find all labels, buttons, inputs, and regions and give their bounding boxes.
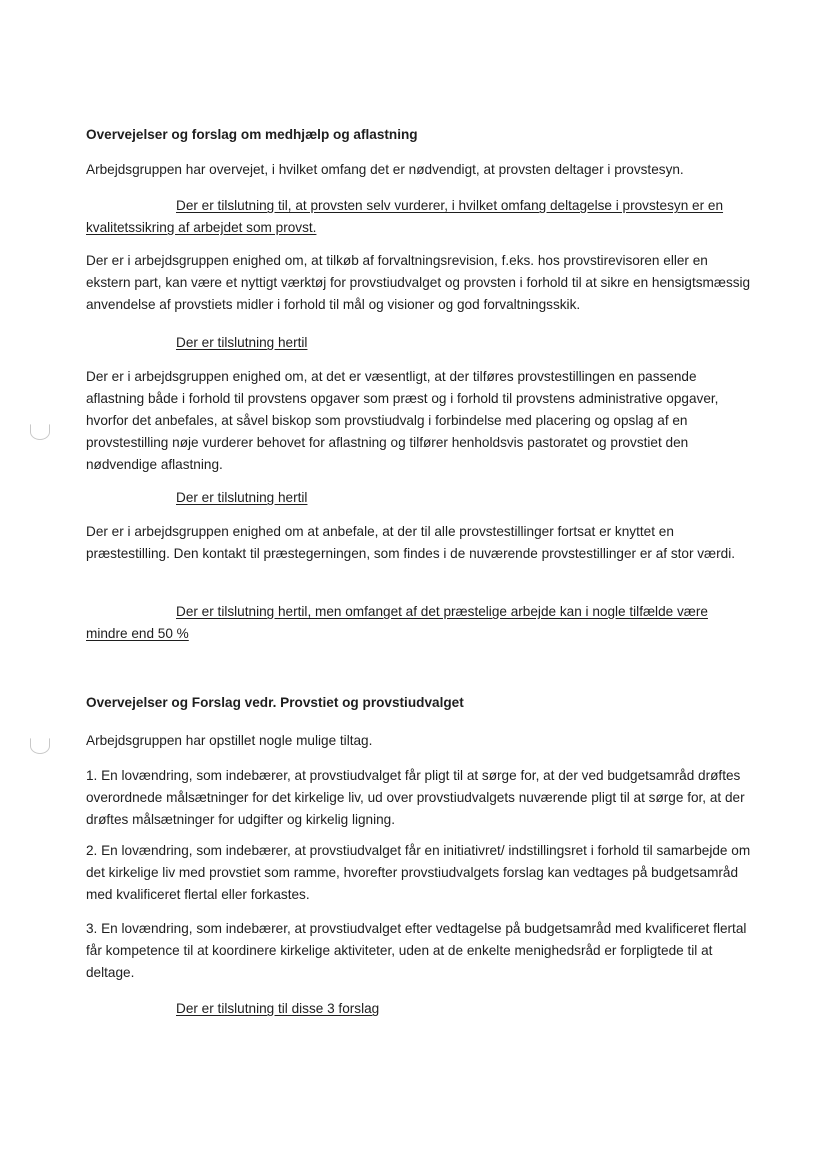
- approval-note: Der er tilslutning til, at provsten selv vurderer, i hvilket omfang deltagelse i provstesyn er en kvalitetssikring af arbejdet som provst.: [86, 198, 724, 235]
- punch-hole-mark: [30, 424, 50, 440]
- list-item: 1. En lovændring, som indebærer, at provstiudvalget får pligt til at sørge for, at der ved budgetsamråd drøftes overordnede målsætninger for det kirkelige liv, ud over provstiudvalgets nuværende pligt til at sørge for, at der drøftes målsætninger for udgifter og kirkelig ligning.: [86, 768, 745, 827]
- approval-note: Der er tilslutning hertil: [176, 490, 308, 505]
- paragraph: Arbejdsgruppen har opstillet nogle mulige tiltag.: [86, 733, 373, 748]
- section-heading: Overvejelser og Forslag vedr. Provstiet og provstiudvalget: [86, 695, 464, 710]
- section-heading: Overvejelser og forslag om medhjælp og aflastning: [86, 127, 418, 142]
- list-item: 3. En lovændring, som indebærer, at provstiudvalget efter vedtagelse på budgetsamråd med kvalificeret flertal får kompetence til at koordinere kirkelige aktiviteter, uden at de enkelte menighedsråd er forpligtede til at deltage.: [86, 921, 747, 980]
- paragraph: Der er i arbejdsgruppen enighed om, at tilkøb af forvaltningsrevision, f.eks. hos provstirevisoren eller en ekstern part, kan være et nyttigt værktøj for provstiudvalget og provsten i forhold til at sikre en hensigtsmæssig anvendelse af provstiets midler i forhold til mål og visioner og god forvaltningsskik.: [86, 253, 751, 312]
- approval-note: Der er tilslutning hertil: [176, 335, 308, 350]
- list-item: 2. En lovændring, som indebærer, at provstiudvalget får en initiativret/ indstillingsret i forhold til samarbejde om det kirkelige liv med provstiet som ramme, hvorefter provstiudvalgets forslag kan vedtages på budgetsamråd med kvalificeret flertal eller forkastes.: [86, 843, 751, 902]
- punch-hole-mark: [30, 738, 50, 754]
- paragraph: Der er i arbejdsgruppen enighed om, at det er væsentligt, at der tilføres provstestillingen en passende aflastning både i forhold til provstens opgaver som præst og i forhold til provstens administrative opgaver, hvorfor det anbefales, at såvel biskop som provstiudvalg i forbindelse med placering og opslag af en provstestilling nøje vurderer behovet for aflastning og tilfører henholdsvis pastoratet og provstiet den nødvendige aflastning.: [86, 369, 719, 472]
- approval-note: Der er tilslutning hertil, men omfanget af det præstelige arbejde kan i nogle tilfælde være mindre end 50 %: [86, 604, 708, 641]
- paragraph: Der er i arbejdsgruppen enighed om at anbefale, at der til alle provstestillinger fortsat er knyttet en præstestilling. Den kontakt til præstegerningen, som findes i de nuværende provstestillinger er af stor værdi.: [86, 524, 736, 561]
- paragraph: Arbejdsgruppen har overvejet, i hvilket omfang det er nødvendigt, at provsten deltager i provstesyn.: [86, 162, 684, 177]
- approval-note: Der er tilslutning til disse 3 forslag: [176, 1001, 380, 1016]
